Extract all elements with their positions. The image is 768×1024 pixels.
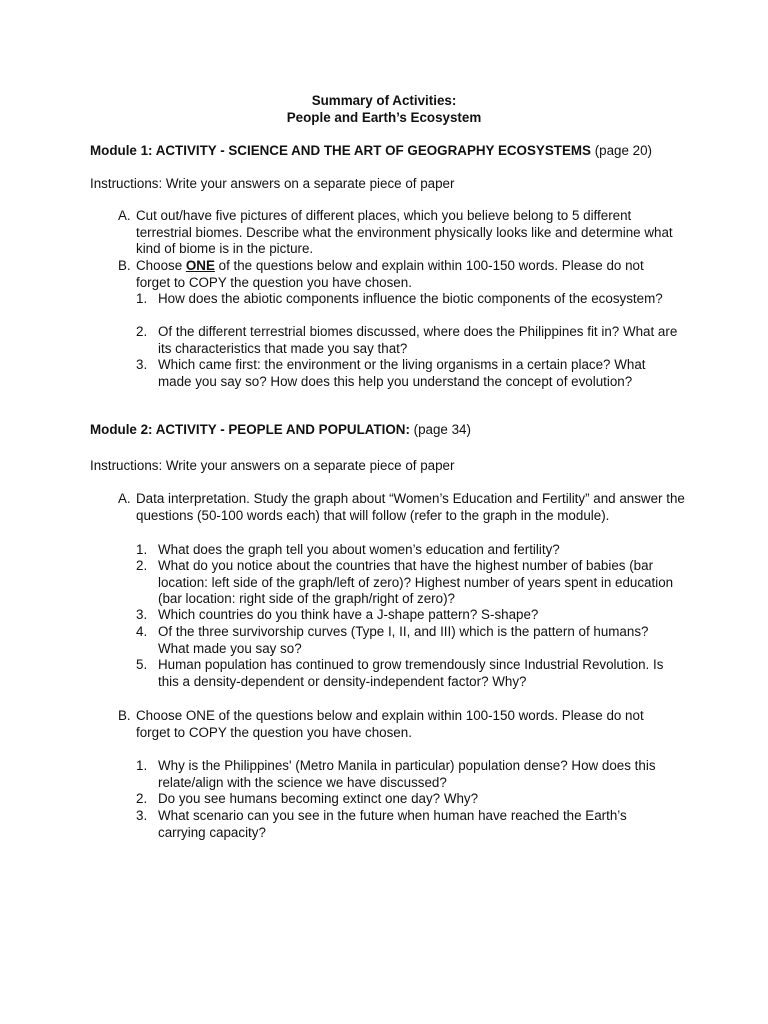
module2-page: (page 34) — [409, 422, 471, 437]
question-text: Why is the Philippines' (Metro Manila in particular) population dense? How does this relate/align with the science we have discussed? — [158, 758, 656, 790]
item-label: A. — [118, 208, 131, 223]
item-text: Cut out/have five pictures of different places, which you believe belong to 5 different terrestrial biomes. Describe what the environment physically looks like and determine what kind of biome is in the picture. — [136, 208, 673, 256]
question-number: 1. — [136, 291, 148, 306]
question-number: 1. — [136, 542, 148, 557]
question-number: 3. — [136, 808, 148, 823]
module2-title: ACTIVITY - PEOPLE AND POPULATION: — [155, 422, 410, 437]
module2-heading — [90, 422, 728, 439]
question-text: Human population has continued to grow tremendously since Industrial Revolution. Is this a density-dependent or density-independent factor? Why? — [158, 657, 664, 689]
item-label: B. — [118, 258, 131, 273]
question-number: 3. — [136, 357, 148, 372]
question-text: What scenario can you see in the future when human have reached the Earth’s carrying capacity? — [158, 808, 627, 840]
module2-prefix: Module 2: — [90, 422, 156, 437]
item-text — [136, 258, 681, 291]
item-label: B. — [118, 708, 131, 723]
question-text: What do you notice about the countries that have the highest number of babies (bar location: left side of the graph/left of zero)? Highest number of years spent in education (bar location: right side of the graph/right of zero)? — [158, 558, 674, 606]
module1-page: (page 20) — [590, 143, 653, 158]
question-number: 1. — [136, 758, 148, 773]
question-number: 5. — [136, 657, 148, 672]
module2-instructions: Instructions: Write your answers on a separate piece of paper — [90, 458, 455, 473]
question-number: 3. — [136, 607, 148, 622]
item-label: A. — [118, 491, 131, 506]
item-text-after: of the questions below and explain within 100-150 words. Please do not forget to COPY the question you have chosen. — [136, 258, 644, 290]
document-subtitle: People and Earth’s Ecosystem — [286, 110, 482, 125]
item-text: Choose ONE of the questions below and explain within 100-150 words. Please do not forget to COPY the question you have chosen. — [136, 708, 644, 740]
module1-title: ACTIVITY - SCIENCE AND THE ART OF GEOGRAPHY ECOSYSTEMS — [155, 143, 591, 158]
module1-instructions: Instructions: Write your answers on a separate piece of paper — [90, 176, 455, 191]
item-text: Data interpretation. Study the graph about “Women’s Education and Fertility” and answer the questions (50-100 words each) that will follow (refer to the graph in the module). — [136, 491, 685, 523]
item-text-before: Choose — [136, 258, 186, 273]
module1-prefix: Module 1: — [90, 143, 156, 158]
emphasis-one: ONE — [185, 258, 215, 273]
question-text: Which countries do you think have a J-shape pattern? S-shape? — [158, 607, 539, 622]
question-text: How does the abiotic components influence the biotic components of the ecosystem? — [158, 291, 663, 306]
question-number: 2. — [136, 558, 148, 573]
question-text: Of the three survivorship curves (Type I, II, and III) which is the pattern of humans? What made you say so? — [158, 624, 649, 656]
document-title: Summary of Activities: — [311, 93, 457, 108]
module1-heading — [90, 143, 728, 160]
question-number: 2. — [136, 324, 148, 339]
question-text: Which came first: the environment or the living organisms in a certain place? What made you say so? How does this help you understand the concept of evolution? — [158, 357, 646, 389]
question-text: What does the graph tell you about women’s education and fertility? — [158, 542, 560, 557]
question-text: Of the different terrestrial biomes discussed, where does the Philippines fit in? What are its characteristics that made you say that? — [158, 324, 678, 356]
question-number: 2. — [136, 791, 148, 806]
question-number: 4. — [136, 624, 148, 639]
question-text: Do you see humans becoming extinct one day? Why? — [158, 791, 479, 806]
